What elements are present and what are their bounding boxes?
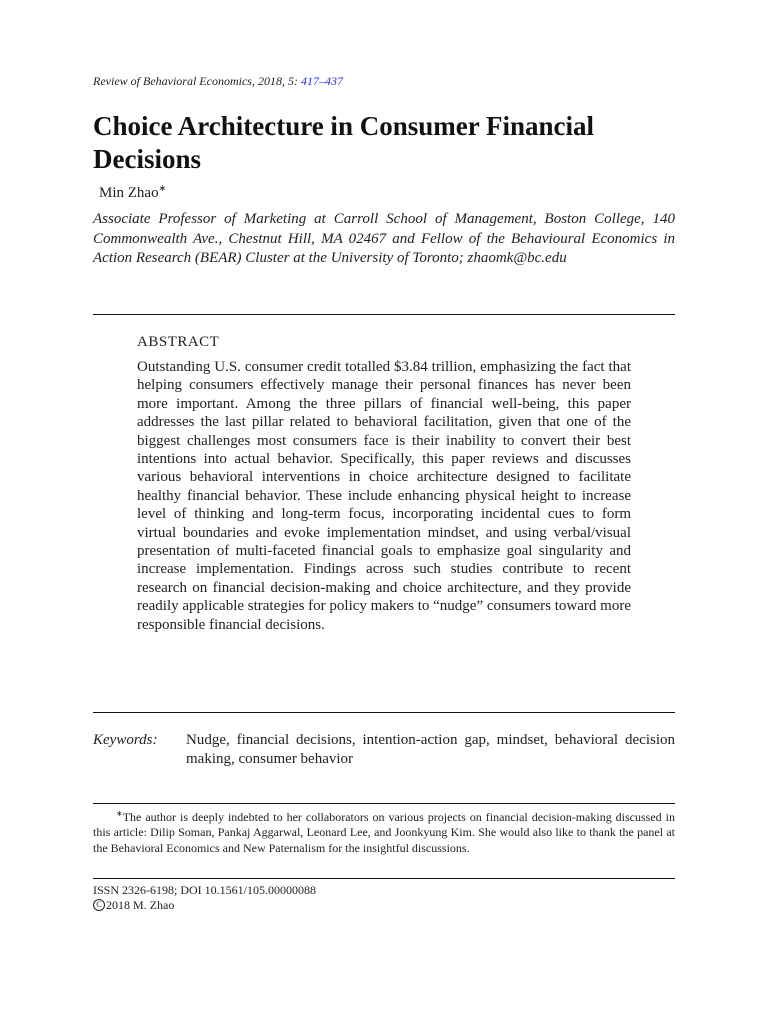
abstract-bottom-rule bbox=[93, 712, 675, 713]
copyright-icon: C bbox=[93, 899, 105, 911]
publication-rule bbox=[93, 878, 675, 879]
page-range-link[interactable]: 417–437 bbox=[300, 74, 343, 88]
keywords-list: Nudge, financial decisions, intention-action gap, mindset, behavioral decision making, consumer behavior bbox=[186, 732, 675, 767]
keywords-label: Keywords: bbox=[93, 732, 158, 748]
author-footnote bbox=[93, 806, 675, 856]
footnote-marker: ∗ bbox=[116, 809, 123, 818]
copyright-line bbox=[93, 897, 174, 913]
footnote-rule bbox=[93, 803, 675, 804]
author-name: Min Zhao bbox=[99, 185, 159, 201]
keywords-block bbox=[93, 731, 675, 769]
abstract-body: Outstanding U.S. consumer credit totalled $3.84 trillion, emphasizing the fact that helping consumers effectively manage their personal finances has never been more important. Among the three pillars of financial well-being, this paper addresses the last pillar related to behavioral facilitation, given that one of the biggest challenges most consumers face is their inability to convert their best intentions into actual behavior. Specifically, this paper reviews and discusses various behavioral interventions in choice architecture designed to facilitate healthy financial behavior. These include enhancing physical height to increase level of thinking and long-term focus, incorporating incidental cues to form virtual boundaries and evoke implementation mindset, and using verbal/visual presentation of multi-faceted financial goals to emphasize goal singularity and increase implementation. Findings across such studies contribute to recent research on financial decision-making and choice architecture, and they provide readily applicable strategies for policy makers to “nudge” consumers toward more responsible financial decisions. bbox=[137, 359, 631, 633]
author-line bbox=[99, 183, 166, 202]
issn-doi: ISSN 2326-6198; DOI 10.1561/105.00000088 bbox=[93, 883, 317, 897]
author-affiliation: Associate Professor of Marketing at Carroll School of Management, Boston College, 140 Commonwealth Ave., Chestnut Hill, MA 02467 and Fellow of the Behavioural Economics in Action Research (BEAR) Cluster at the University of Toronto; zhaomk@bc.edu bbox=[93, 211, 675, 266]
author-footnote-marker: ∗ bbox=[158, 183, 167, 193]
copyright-text: 2018 M. Zhao bbox=[106, 898, 175, 912]
journal-citation-text: Review of Behavioral Economics, 2018, 5: bbox=[93, 74, 301, 88]
paper-page bbox=[93, 0, 675, 1024]
footnote-text: The author is deeply indebted to her collaborators on various projects on financial decision-making discussed in this article: Dilip Soman, Pankaj Aggarwal, Leonard Lee, and Joonkyung Kim. She would also like to thank the panel at the Behavioral Economics and New Paternalism for the insightful discussions. bbox=[93, 810, 675, 855]
abstract-heading: ABSTRACT bbox=[137, 334, 220, 350]
abstract-top-rule bbox=[93, 314, 675, 315]
journal-citation bbox=[93, 74, 343, 89]
paper-title: Choice Architecture in Consumer Financial Decisions bbox=[93, 111, 594, 174]
